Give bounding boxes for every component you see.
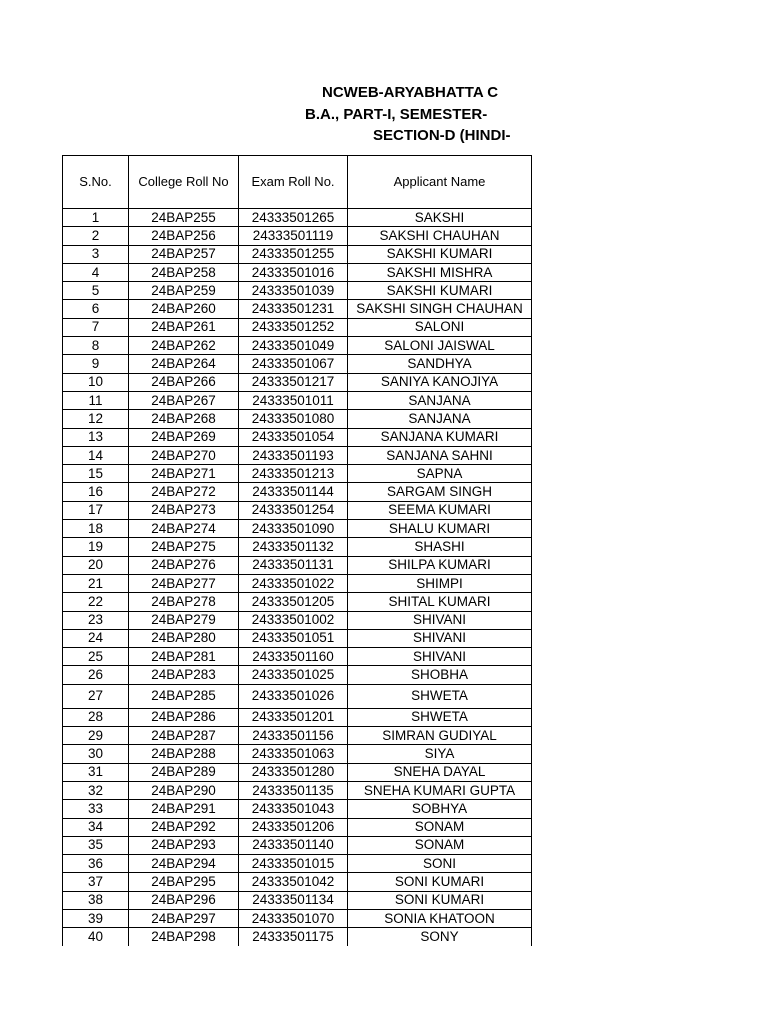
cell-college-roll: 24BAP267 <box>129 391 239 409</box>
column-header-sno: S.No. <box>63 156 129 209</box>
table-row <box>63 337 532 355</box>
cell-college-roll: 24BAP280 <box>129 629 239 647</box>
cell-sno: 21 <box>63 574 129 592</box>
cell-applicant-name: SAKSHI <box>348 209 532 227</box>
cell-applicant-name: SHOBHA <box>348 666 532 684</box>
cell-applicant-name: SIYA <box>348 745 532 763</box>
cell-exam-roll: 24333501156 <box>239 727 348 745</box>
cell-college-roll: 24BAP272 <box>129 483 239 501</box>
cell-sno: 10 <box>63 373 129 391</box>
cell-college-roll: 24BAP277 <box>129 574 239 592</box>
cell-applicant-name: SONI <box>348 855 532 873</box>
cell-exam-roll: 24333501051 <box>239 629 348 647</box>
table-row <box>63 373 532 391</box>
cell-sno: 26 <box>63 666 129 684</box>
cell-exam-roll: 24333501016 <box>239 263 348 281</box>
cell-sno: 31 <box>63 763 129 781</box>
cell-college-roll: 24BAP278 <box>129 593 239 611</box>
table-row <box>63 465 532 483</box>
cell-college-roll: 24BAP274 <box>129 520 239 538</box>
cell-applicant-name: SHIVANI <box>348 648 532 666</box>
cell-exam-roll: 24333501070 <box>239 909 348 927</box>
cell-sno: 32 <box>63 781 129 799</box>
cell-applicant-name: SHALU KUMARI <box>348 520 532 538</box>
document-title: NCWEB-ARYABHATTA C <box>322 84 499 101</box>
cell-applicant-name: SHWETA <box>348 684 532 708</box>
cell-exam-roll: 24333501280 <box>239 763 348 781</box>
table-row <box>63 745 532 763</box>
cell-exam-roll: 24333501255 <box>239 245 348 263</box>
cell-college-roll: 24BAP275 <box>129 538 239 556</box>
cell-exam-roll: 24333501063 <box>239 745 348 763</box>
cell-college-roll: 24BAP289 <box>129 763 239 781</box>
cell-applicant-name: SONY <box>348 928 532 946</box>
cell-college-roll: 24BAP292 <box>129 818 239 836</box>
cell-exam-roll: 24333501067 <box>239 355 348 373</box>
cell-sno: 24 <box>63 629 129 647</box>
cell-college-roll: 24BAP286 <box>129 708 239 726</box>
table-row <box>63 318 532 336</box>
table-row <box>63 818 532 836</box>
cell-college-roll: 24BAP283 <box>129 666 239 684</box>
table-row <box>63 763 532 781</box>
cell-sno: 13 <box>63 428 129 446</box>
cell-exam-roll: 24333501254 <box>239 501 348 519</box>
cell-applicant-name: SHWETA <box>348 708 532 726</box>
cell-sno: 39 <box>63 909 129 927</box>
cell-college-roll: 24BAP294 <box>129 855 239 873</box>
cell-college-roll: 24BAP256 <box>129 227 239 245</box>
course-heading: B.A., PART-I, SEMESTER- <box>305 106 488 123</box>
table-row <box>63 538 532 556</box>
cell-applicant-name: SOBHYA <box>348 800 532 818</box>
cell-applicant-name: SANIYA KANOJIYA <box>348 373 532 391</box>
cell-college-roll: 24BAP257 <box>129 245 239 263</box>
cell-college-roll: 24BAP271 <box>129 465 239 483</box>
cell-applicant-name: SIMRAN GUDIYAL <box>348 727 532 745</box>
cell-applicant-name: SANDHYA <box>348 355 532 373</box>
table-row <box>63 684 532 708</box>
column-header-applicant-name: Applicant Name <box>348 156 532 209</box>
cell-sno: 27 <box>63 684 129 708</box>
cell-applicant-name: SHIVANI <box>348 611 532 629</box>
cell-sno: 19 <box>63 538 129 556</box>
table-row <box>63 629 532 647</box>
cell-sno: 36 <box>63 855 129 873</box>
column-header-college-roll: College Roll No <box>129 156 239 209</box>
cell-exam-roll: 24333501080 <box>239 410 348 428</box>
cell-college-roll: 24BAP264 <box>129 355 239 373</box>
cell-sno: 15 <box>63 465 129 483</box>
table-row <box>63 209 532 227</box>
table-row <box>63 355 532 373</box>
cell-college-roll: 24BAP255 <box>129 209 239 227</box>
cell-exam-roll: 24333501119 <box>239 227 348 245</box>
table-row <box>63 727 532 745</box>
cell-sno: 1 <box>63 209 129 227</box>
cell-college-roll: 24BAP291 <box>129 800 239 818</box>
cell-college-roll: 24BAP261 <box>129 318 239 336</box>
cell-applicant-name: SAKSHI KUMARI <box>348 282 532 300</box>
cell-sno: 4 <box>63 263 129 281</box>
cell-exam-roll: 24333501213 <box>239 465 348 483</box>
cell-sno: 16 <box>63 483 129 501</box>
cell-exam-roll: 24333501201 <box>239 708 348 726</box>
cell-sno: 11 <box>63 391 129 409</box>
cell-exam-roll: 24333501175 <box>239 928 348 946</box>
cell-exam-roll: 24333501217 <box>239 373 348 391</box>
cell-sno: 18 <box>63 520 129 538</box>
cell-applicant-name: SONIA KHATOON <box>348 909 532 927</box>
cell-college-roll: 24BAP290 <box>129 781 239 799</box>
table-row <box>63 556 532 574</box>
cell-exam-roll: 24333501090 <box>239 520 348 538</box>
table-row <box>63 483 532 501</box>
table-row <box>63 428 532 446</box>
cell-sno: 22 <box>63 593 129 611</box>
cell-sno: 35 <box>63 836 129 854</box>
cell-college-roll: 24BAP258 <box>129 263 239 281</box>
cell-applicant-name: SALONI JAISWAL <box>348 337 532 355</box>
cell-exam-roll: 24333501160 <box>239 648 348 666</box>
cell-exam-roll: 24333501135 <box>239 781 348 799</box>
cell-applicant-name: SONAM <box>348 836 532 854</box>
cell-college-roll: 24BAP262 <box>129 337 239 355</box>
cell-sno: 34 <box>63 818 129 836</box>
cell-sno: 23 <box>63 611 129 629</box>
cell-college-roll: 24BAP260 <box>129 300 239 318</box>
cell-sno: 14 <box>63 446 129 464</box>
cell-sno: 7 <box>63 318 129 336</box>
cell-exam-roll: 24333501265 <box>239 209 348 227</box>
cell-sno: 8 <box>63 337 129 355</box>
cell-sno: 17 <box>63 501 129 519</box>
section-heading: SECTION-D (HINDI- <box>373 127 511 144</box>
table-row <box>63 300 532 318</box>
cell-college-roll: 24BAP259 <box>129 282 239 300</box>
cell-applicant-name: SANJANA KUMARI <box>348 428 532 446</box>
cell-applicant-name: SALONI <box>348 318 532 336</box>
table-row <box>63 227 532 245</box>
cell-exam-roll: 24333501039 <box>239 282 348 300</box>
cell-applicant-name: SARGAM SINGH <box>348 483 532 501</box>
cell-applicant-name: SAKSHI SINGH CHAUHAN <box>348 300 532 318</box>
cell-exam-roll: 24333501042 <box>239 873 348 891</box>
table-row <box>63 708 532 726</box>
table-row <box>63 781 532 799</box>
table-row <box>63 836 532 854</box>
cell-applicant-name: SHASHI <box>348 538 532 556</box>
cell-exam-roll: 24333501011 <box>239 391 348 409</box>
applicant-table <box>62 155 532 946</box>
cell-applicant-name: SHIMPI <box>348 574 532 592</box>
cell-applicant-name: SAKSHI CHAUHAN <box>348 227 532 245</box>
cell-exam-roll: 24333501206 <box>239 818 348 836</box>
cell-exam-roll: 24333501049 <box>239 337 348 355</box>
cell-applicant-name: SHITAL KUMARI <box>348 593 532 611</box>
table-row <box>63 666 532 684</box>
cell-exam-roll: 24333501205 <box>239 593 348 611</box>
table-row <box>63 446 532 464</box>
cell-college-roll: 24BAP266 <box>129 373 239 391</box>
table-row <box>63 501 532 519</box>
cell-sno: 37 <box>63 873 129 891</box>
cell-sno: 6 <box>63 300 129 318</box>
cell-exam-roll: 24333501002 <box>239 611 348 629</box>
cell-applicant-name: SAPNA <box>348 465 532 483</box>
cell-college-roll: 24BAP297 <box>129 909 239 927</box>
cell-sno: 30 <box>63 745 129 763</box>
cell-college-roll: 24BAP288 <box>129 745 239 763</box>
cell-exam-roll: 24333501252 <box>239 318 348 336</box>
cell-college-roll: 24BAP269 <box>129 428 239 446</box>
cell-exam-roll: 24333501022 <box>239 574 348 592</box>
cell-sno: 20 <box>63 556 129 574</box>
column-header-exam-roll: Exam Roll No. <box>239 156 348 209</box>
table-row <box>63 909 532 927</box>
table-header-row <box>63 156 532 209</box>
cell-college-roll: 24BAP281 <box>129 648 239 666</box>
table-row <box>63 391 532 409</box>
cell-applicant-name: SEEMA KUMARI <box>348 501 532 519</box>
table-row <box>63 648 532 666</box>
table-row <box>63 873 532 891</box>
cell-college-roll: 24BAP298 <box>129 928 239 946</box>
table-row <box>63 263 532 281</box>
cell-college-roll: 24BAP293 <box>129 836 239 854</box>
cell-exam-roll: 24333501025 <box>239 666 348 684</box>
cell-applicant-name: SONAM <box>348 818 532 836</box>
table-row <box>63 282 532 300</box>
table-row <box>63 593 532 611</box>
cell-sno: 29 <box>63 727 129 745</box>
table-row <box>63 410 532 428</box>
cell-sno: 25 <box>63 648 129 666</box>
cell-applicant-name: SANJANA <box>348 391 532 409</box>
cell-sno: 3 <box>63 245 129 263</box>
table-row <box>63 520 532 538</box>
cell-exam-roll: 24333501140 <box>239 836 348 854</box>
cell-college-roll: 24BAP287 <box>129 727 239 745</box>
cell-college-roll: 24BAP295 <box>129 873 239 891</box>
cell-applicant-name: SONI KUMARI <box>348 891 532 909</box>
cell-sno: 9 <box>63 355 129 373</box>
cell-exam-roll: 24333501043 <box>239 800 348 818</box>
cell-sno: 40 <box>63 928 129 946</box>
cell-sno: 28 <box>63 708 129 726</box>
cell-college-roll: 24BAP268 <box>129 410 239 428</box>
cell-exam-roll: 24333501193 <box>239 446 348 464</box>
table-row <box>63 855 532 873</box>
cell-applicant-name: SNEHA DAYAL <box>348 763 532 781</box>
cell-exam-roll: 24333501231 <box>239 300 348 318</box>
table-row <box>63 800 532 818</box>
cell-college-roll: 24BAP285 <box>129 684 239 708</box>
cell-sno: 33 <box>63 800 129 818</box>
table-row <box>63 245 532 263</box>
cell-applicant-name: SONI KUMARI <box>348 873 532 891</box>
cell-applicant-name: SHILPA KUMARI <box>348 556 532 574</box>
cell-exam-roll: 24333501026 <box>239 684 348 708</box>
cell-applicant-name: SNEHA KUMARI GUPTA <box>348 781 532 799</box>
table-row <box>63 928 532 946</box>
cell-sno: 12 <box>63 410 129 428</box>
cell-exam-roll: 24333501054 <box>239 428 348 446</box>
cell-college-roll: 24BAP296 <box>129 891 239 909</box>
cell-applicant-name: SHIVANI <box>348 629 532 647</box>
cell-exam-roll: 24333501144 <box>239 483 348 501</box>
cell-applicant-name: SANJANA SAHNI <box>348 446 532 464</box>
table-row <box>63 574 532 592</box>
table-row <box>63 611 532 629</box>
cell-exam-roll: 24333501131 <box>239 556 348 574</box>
cell-college-roll: 24BAP279 <box>129 611 239 629</box>
cell-sno: 2 <box>63 227 129 245</box>
cell-sno: 38 <box>63 891 129 909</box>
cell-exam-roll: 24333501015 <box>239 855 348 873</box>
cell-college-roll: 24BAP273 <box>129 501 239 519</box>
table-row <box>63 891 532 909</box>
cell-college-roll: 24BAP276 <box>129 556 239 574</box>
cell-exam-roll: 24333501132 <box>239 538 348 556</box>
cell-applicant-name: SAKSHI KUMARI <box>348 245 532 263</box>
cell-applicant-name: SANJANA <box>348 410 532 428</box>
cell-exam-roll: 24333501134 <box>239 891 348 909</box>
cell-sno: 5 <box>63 282 129 300</box>
cell-college-roll: 24BAP270 <box>129 446 239 464</box>
cell-applicant-name: SAKSHI MISHRA <box>348 263 532 281</box>
